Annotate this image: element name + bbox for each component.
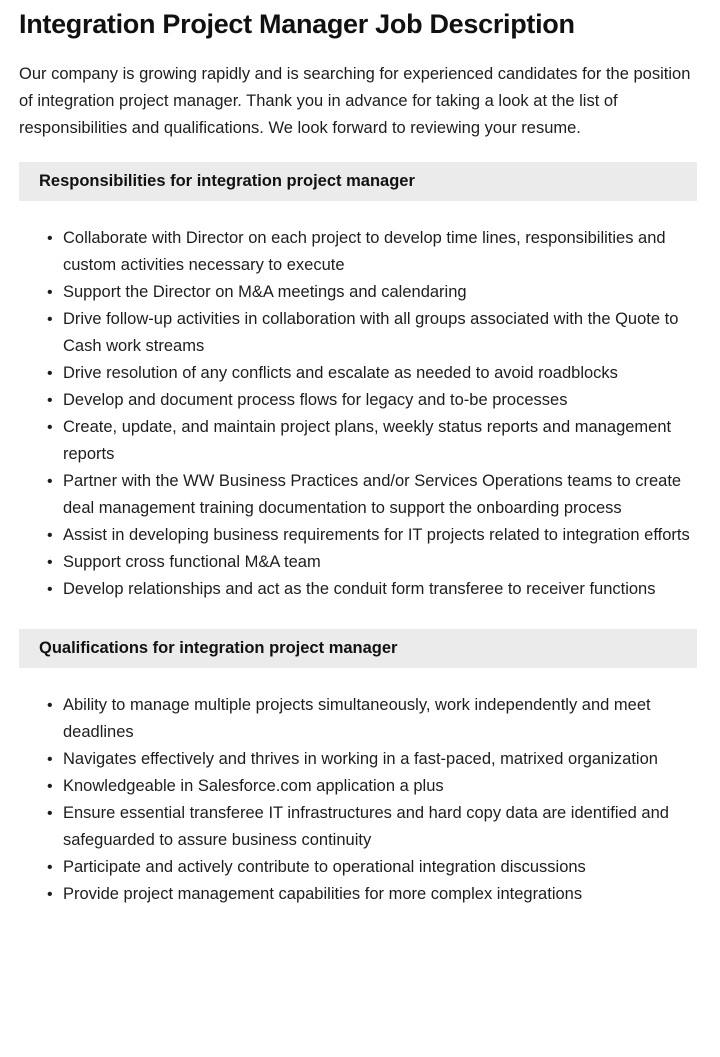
page-title: Integration Project Manager Job Description bbox=[19, 9, 575, 39]
qualifications-section-header bbox=[19, 629, 697, 668]
qualifications-list bbox=[19, 692, 697, 908]
intro-paragraph: Our company is growing rapidly and is searching for experienced candidates for the position of integration project manager. Thank you in advance for taking a look at the list of responsibilities and qualifications. We look forward to reviewing your resume. bbox=[19, 65, 691, 137]
qualifications-heading: Qualifications for integration project manager bbox=[39, 639, 398, 657]
list-item: • Assist in developing business requirements for IT projects related to integration efforts bbox=[47, 522, 697, 549]
list-item: • Participate and actively contribute to operational integration discussions bbox=[47, 854, 697, 881]
list-item: • Navigates effectively and thrives in working in a fast-paced, matrixed organization bbox=[47, 746, 697, 773]
list-item: • Create, update, and maintain project plans, weekly status reports and management reports bbox=[47, 414, 697, 468]
list-item: • Develop and document process flows for legacy and to-be processes bbox=[47, 387, 697, 414]
responsibilities-heading: Responsibilities for integration project manager bbox=[39, 172, 415, 190]
list-item: • Knowledgeable in Salesforce.com application a plus bbox=[47, 773, 697, 800]
list-item: • Provide project management capabilities for more complex integrations bbox=[47, 881, 697, 908]
list-item: • Drive resolution of any conflicts and escalate as needed to avoid roadblocks bbox=[47, 360, 697, 387]
responsibilities-section-header bbox=[19, 162, 697, 201]
list-item: • Support the Director on M&A meetings and calendaring bbox=[47, 279, 697, 306]
list-item: • Partner with the WW Business Practices and/or Services Operations teams to create deal management training documentation to support the onboarding process bbox=[47, 468, 697, 522]
list-item: • Collaborate with Director on each project to develop time lines, responsibilities and custom activities necessary to execute bbox=[47, 225, 697, 279]
list-item: • Ability to manage multiple projects simultaneously, work independently and meet deadlines bbox=[47, 692, 697, 746]
responsibilities-list bbox=[19, 225, 697, 603]
list-item: • Support cross functional M&A team bbox=[47, 549, 697, 576]
list-item: • Drive follow-up activities in collaboration with all groups associated with the Quote to Cash work streams bbox=[47, 306, 697, 360]
list-item: • Develop relationships and act as the conduit form transferee to receiver functions bbox=[47, 576, 697, 603]
list-item: • Ensure essential transferee IT infrastructures and hard copy data are identified and safeguarded to assure business continuity bbox=[47, 800, 697, 854]
